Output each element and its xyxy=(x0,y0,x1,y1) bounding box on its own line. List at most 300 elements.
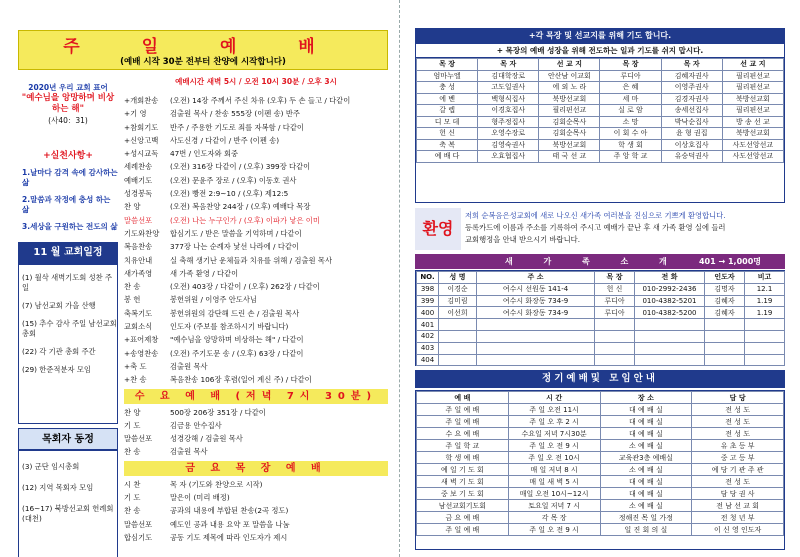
motto-quote: "예수님을 앙망하며 비상하는 해" xyxy=(21,93,115,114)
order-item-name: 합심기도 xyxy=(124,532,153,542)
table-cell: 402 xyxy=(417,330,439,342)
right-page xyxy=(407,18,800,549)
new-family-title: 새 가 족 소 개 xyxy=(505,257,681,266)
table-cell: 이 신 영 인도자 xyxy=(692,524,784,536)
meeting-row xyxy=(417,404,784,416)
meeting-row xyxy=(417,464,784,476)
table-header-cell: 성 명 xyxy=(439,272,477,284)
prayer-table xyxy=(416,58,784,163)
order-row xyxy=(124,200,388,213)
table-cell xyxy=(595,330,635,342)
table-cell: 이경순 xyxy=(439,283,477,295)
order-item-detail: 김금용 안수집사 xyxy=(170,420,222,430)
table-cell xyxy=(745,342,785,354)
pastor-news-item: (16~17) 북방선교회 헌례회(대천) xyxy=(22,504,114,523)
order-item-detail: (오전) 14장 주께서 주신 차유 (오후) 두 손 들고 / 다같이 xyxy=(170,96,351,105)
pastor-news-list xyxy=(18,450,118,557)
table-cell: 주 일 예 배 xyxy=(417,524,509,536)
order-item-detail: (오전) 빵전 2:9~10 / (오후) 제12:5 xyxy=(170,189,289,199)
table-cell: 주 일 예 배 xyxy=(417,416,509,428)
motto-year: 2020년 우리 교회 표어 xyxy=(28,83,108,92)
table-cell: 대 예 배 실 xyxy=(600,404,692,416)
order-row xyxy=(124,504,388,517)
table-cell xyxy=(745,319,785,331)
order-row xyxy=(124,121,388,134)
table-cell: 필리핀선교 xyxy=(722,105,783,117)
schedule-item: (1) 월삭 새벽기도회 성찬 주일 xyxy=(22,273,113,292)
table-cell: 엄마누엘 xyxy=(417,70,478,82)
table-cell xyxy=(635,319,705,331)
schedule-item: (15) 추수 감사 주일 남선교회 총회 xyxy=(22,319,117,338)
order-item-detail: 공동 기도 제목에 따라 인도자가 제시 xyxy=(170,532,288,542)
table-cell: 1.19 xyxy=(745,307,785,319)
table-cell: 전 성 도 xyxy=(692,428,784,440)
table-cell: 윤 형 권집 xyxy=(661,128,722,140)
order-row xyxy=(124,187,388,200)
order-item-detail: (오전) 403장 / 다같이 / (오후) 262장 / 다같이 xyxy=(170,282,320,292)
order-item-detail: (오전) 나는 누구인가 / (오후) 이파가 낳은 이미 xyxy=(170,215,320,225)
order-row xyxy=(124,107,388,120)
table-cell: 오효협집사 xyxy=(478,151,539,163)
table-cell: 대 예 배 실 xyxy=(600,488,692,500)
table-cell: 전 성 도 xyxy=(692,404,784,416)
table-cell: 학 생 회 xyxy=(600,139,661,151)
welcome-line: 교회행정을 안내 받으시기 바랍니다. xyxy=(465,235,581,244)
order-item-name: +참회기도 xyxy=(124,122,159,132)
table-cell: 이경호집사 xyxy=(478,105,539,117)
table-cell: 실 로 암 xyxy=(600,105,661,117)
prayer-row xyxy=(417,151,784,163)
order-row xyxy=(124,432,388,445)
order-item-name: 찬 송 xyxy=(124,506,141,516)
table-cell: 주 앙 학 교 xyxy=(600,151,661,163)
meeting-row xyxy=(417,440,784,452)
table-cell: 북방선교회 xyxy=(539,93,600,105)
welcome-box xyxy=(415,208,785,250)
practice-item: 2.말씀과 작정에 충성 하는 삶 xyxy=(22,195,111,214)
new-family-box xyxy=(415,270,785,366)
table-header-cell: 목 장 xyxy=(600,59,661,71)
table-cell: 이영주권사 xyxy=(661,82,722,94)
table-cell: 404 xyxy=(417,354,439,366)
table-cell: 대 예 배 실 xyxy=(600,476,692,488)
order-item-detail: 봉헌위원의 감단해 드린 손 / 검출원 목사 xyxy=(170,308,300,318)
service-times: 예배시간 새벽 5시 / 오전 10시 30분 / 오후 3시 xyxy=(175,77,337,86)
table-cell: 루디아 xyxy=(600,70,661,82)
left-sidebar xyxy=(18,76,118,523)
meeting-row xyxy=(417,416,784,428)
meeting-row xyxy=(417,476,784,488)
table-cell: 필리핀선교 xyxy=(722,70,783,82)
table-cell: 김회순목사 xyxy=(539,116,600,128)
schedule-item: (29) 한준적분자 모임 xyxy=(22,365,91,374)
table-cell: 전 남 선 교 회 xyxy=(692,500,784,512)
order-item-detail: 복음찬송 106장 후렴(일어 계신 주) / 다같이 xyxy=(170,375,312,385)
table-cell: 이 회 수 아 xyxy=(600,128,661,140)
practice-item: 3.세상을 구원하는 전도의 삶 xyxy=(22,222,118,231)
table-cell: 백형식집사 xyxy=(478,93,539,105)
table-cell: 이선희 xyxy=(439,307,477,319)
table-cell: 충 성 xyxy=(417,82,478,94)
table-cell: 여수시 화장동 734-9 xyxy=(477,307,595,319)
table-cell: 김미림 xyxy=(439,295,477,307)
table-header-cell: 목 장 xyxy=(595,272,635,284)
table-cell: 401 xyxy=(417,319,439,331)
table-cell: 399 xyxy=(417,295,439,307)
table-header-cell: 예 배 xyxy=(417,392,509,404)
table-cell: 12.1 xyxy=(745,283,785,295)
order-row xyxy=(124,147,388,160)
prayer-box xyxy=(415,43,785,203)
table-cell: 김명자 xyxy=(705,283,745,295)
table-header-cell: NO. xyxy=(417,272,439,284)
table-cell: 김혜자 xyxy=(705,307,745,319)
table-cell: 소 예 배 실 xyxy=(600,464,692,476)
table-cell: 수요일 저녁 7시30분 xyxy=(508,428,600,440)
prayer-row xyxy=(417,70,784,82)
table-header-cell: 목 장 xyxy=(417,59,478,71)
order-item-detail: "예수님을 앙망하며 비상하는 해" / 다같이 xyxy=(170,335,304,345)
table-cell xyxy=(595,342,635,354)
order-row xyxy=(124,531,388,544)
table-cell: 주 일 오전 11시 xyxy=(508,404,600,416)
new-family-row xyxy=(417,283,785,295)
order-item-name: 말씀선포 xyxy=(124,434,153,444)
order-row xyxy=(124,267,388,280)
table-cell: 1.19 xyxy=(745,295,785,307)
order-item-detail: (오전) 문윤주 장로 / (오후) 이동호 권사 xyxy=(170,175,297,185)
order-item-detail: 목 자 (기도와 찬양으로 시작) xyxy=(170,479,263,489)
table-cell xyxy=(745,354,785,366)
prayer-row xyxy=(417,93,784,105)
worship-order xyxy=(124,76,388,544)
table-cell: 북방선교회 xyxy=(722,128,783,140)
table-cell xyxy=(595,354,635,366)
table-cell: 정해진 목 일 가정 xyxy=(600,512,692,524)
order-item-detail: 실 축해 생기난 운체들과 치유를 위해 / 검출원 목사 xyxy=(170,255,332,265)
table-cell: 사도선앙선교 xyxy=(722,139,783,151)
table-header-cell: 목 자 xyxy=(661,59,722,71)
motto-ref: (사40：31) xyxy=(48,116,88,125)
table-cell: 각 목 장 xyxy=(508,512,600,524)
new-family-row xyxy=(417,354,785,366)
table-cell: 송세선집사 xyxy=(661,105,722,117)
table-cell: 은 혜 xyxy=(600,82,661,94)
table-cell: 이상호집사 xyxy=(661,139,722,151)
order-item-name: 교회소식 xyxy=(124,322,153,332)
table-header-cell: 장 소 xyxy=(600,392,692,404)
order-row xyxy=(124,333,388,346)
order-item-name: 성경봉독 xyxy=(124,189,153,199)
table-cell xyxy=(477,354,595,366)
order-item-detail: (오전) 316장 다같이 / (오후) 399장 다같이 xyxy=(170,162,311,172)
table-cell: 403 xyxy=(417,342,439,354)
table-cell: 여수시 선원동 141-4 xyxy=(477,283,595,295)
table-cell xyxy=(635,330,705,342)
table-cell: 전 청 년 부 xyxy=(692,512,784,524)
table-cell: 축 복 xyxy=(417,139,478,151)
order-item-detail: 성경강해 / 검출원 목사 xyxy=(170,434,243,444)
table-cell: 교육관3층 예배실 xyxy=(600,452,692,464)
table-cell: 대 예 배 실 xyxy=(600,416,692,428)
table-cell: 주 일 오 후 2 시 xyxy=(508,416,600,428)
order-row xyxy=(124,227,388,240)
order-row xyxy=(124,134,388,147)
table-header-cell: 주 소 xyxy=(477,272,595,284)
practice-list xyxy=(18,148,118,232)
schedule-item: (22) 각 기관 총회 주간 xyxy=(22,347,96,356)
order-item-detail: (오전) 주기도문 송 / (오후) 63장 / 다같이 xyxy=(170,348,304,358)
order-row xyxy=(124,445,388,458)
table-cell: 토요일 저녁 7 시 xyxy=(508,500,600,512)
order-item-name: 복음찬송 xyxy=(124,242,153,252)
new-family-title-bar xyxy=(415,254,785,269)
new-family-row xyxy=(417,319,785,331)
order-row xyxy=(124,478,388,491)
table-header-cell: 시 간 xyxy=(508,392,600,404)
table-cell xyxy=(477,330,595,342)
order-row xyxy=(124,307,388,320)
meeting-row xyxy=(417,428,784,440)
page-subtitle: (예배 시작 30분 전부터 찬양에 시작합니다) xyxy=(120,57,286,67)
church-motto xyxy=(18,82,118,126)
table-cell: 매 일 저녁 8 시 xyxy=(508,464,600,476)
order-row xyxy=(124,406,388,419)
new-family-row xyxy=(417,330,785,342)
table-cell xyxy=(439,330,477,342)
table-cell: 소 망 xyxy=(600,116,661,128)
table-cell xyxy=(635,342,705,354)
order-item-detail: 봉헌위원 / 이영주 안도사님 xyxy=(170,295,257,305)
order-item-detail: 새 가족 환영 / 다같이 xyxy=(170,268,239,278)
welcome-badge: 환영 xyxy=(415,208,461,250)
table-cell: 에 벤 xyxy=(417,93,478,105)
meeting-row xyxy=(417,452,784,464)
order-item-detail: 인도자 (주보를 참조하시기 바랍니다) xyxy=(170,322,289,332)
table-cell: 김대학장로 xyxy=(478,70,539,82)
table-cell: 주 일 오 전 9 시 xyxy=(508,440,600,452)
order-item-name: +성시교독 xyxy=(124,149,159,159)
meetings-box xyxy=(415,390,785,550)
table-cell xyxy=(477,342,595,354)
table-cell: 유승덕권사 xyxy=(661,151,722,163)
wednesday-service-bar: 수 요 예 배 (저녁 7시 30분) xyxy=(124,389,388,404)
order-item-detail: 377장 나는 순례자 낯선 나라에 / 다같이 xyxy=(170,242,299,252)
order-item-name: 봉 헌 xyxy=(124,295,141,305)
order-item-name: +신앙고백 xyxy=(124,135,159,145)
table-cell: 필리핀선교 xyxy=(722,82,783,94)
order-item-detail: 예도인 공과 내용 요약 포 말씀을 나눔 xyxy=(170,519,290,529)
prayer-row xyxy=(417,139,784,151)
table-cell: 매일 오전 10시~12시 xyxy=(508,488,600,500)
meetings-title: 정기예배및 모임안내 xyxy=(415,370,785,388)
order-item-detail: 합심기도 / 받은 말씀을 기억하며 / 다같이 xyxy=(170,228,302,238)
table-cell: 예 일 기 도 회 xyxy=(417,464,509,476)
table-cell: 디 모 데 xyxy=(417,116,478,128)
order-item-name: 새가족영 xyxy=(124,268,153,278)
table-cell: 갈 렙 xyxy=(417,105,478,117)
order-item-name: 찬 송 xyxy=(124,447,141,457)
order-row xyxy=(124,373,388,386)
practice-title: +실천사항+ xyxy=(43,151,93,161)
table-cell: 예 당 기 관 주 관 xyxy=(692,464,784,476)
page-title: 주 일 예 배 xyxy=(63,37,343,57)
order-item-detail: 말은이 (미리 배정) xyxy=(170,493,230,503)
order-row xyxy=(124,214,388,227)
meetings-table xyxy=(416,391,784,536)
table-cell: 김회순목사 xyxy=(539,128,600,140)
new-family-table xyxy=(416,271,785,366)
order-row xyxy=(124,347,388,360)
table-header-cell: 비고 xyxy=(745,272,785,284)
table-cell xyxy=(705,319,745,331)
table-cell: 북방선교회 xyxy=(539,139,600,151)
order-item-detail: 반주 / 주용한 기도로 죄를 자복함 / 다같이 xyxy=(170,122,304,132)
table-cell: 안산남 이교회 xyxy=(539,70,600,82)
welcome-line: 등록카드에 이름과 주소를 기록하여 주시고 예배가 끝난 후 새 가족 환영 실에 들러 xyxy=(465,223,726,232)
new-family-row xyxy=(417,295,785,307)
table-cell: 398 xyxy=(417,283,439,295)
table-cell: 새 벽 기 도 회 xyxy=(417,476,509,488)
order-row xyxy=(124,160,388,173)
order-row xyxy=(124,491,388,504)
order-row xyxy=(124,240,388,253)
table-cell: 헌 신 xyxy=(595,283,635,295)
left-page xyxy=(0,18,393,549)
table-cell: 남선교회기도회 xyxy=(417,500,509,512)
table-cell: 주 일 오 전 10시 xyxy=(508,452,600,464)
table-cell: 필리핀선교 xyxy=(539,105,600,117)
table-cell: 헌 신 xyxy=(417,128,478,140)
table-cell xyxy=(595,319,635,331)
sunday-order-list xyxy=(124,94,388,387)
order-item-name: +개회찬송 xyxy=(124,96,159,105)
table-cell: 김경자권사 xyxy=(661,93,722,105)
table-cell: 에 외 노 라 xyxy=(539,82,600,94)
table-cell: 예 배 다 xyxy=(417,151,478,163)
table-cell: 주 일 학 교 xyxy=(417,440,509,452)
order-row xyxy=(124,94,388,107)
order-row xyxy=(124,254,388,267)
table-cell: 김혜자 xyxy=(705,295,745,307)
new-family-row xyxy=(417,307,785,319)
meeting-row xyxy=(417,524,784,536)
prayer-row xyxy=(417,116,784,128)
new-family-row xyxy=(417,342,785,354)
table-cell: 세 마 xyxy=(600,93,661,105)
table-cell: 형주정집사 xyxy=(478,116,539,128)
prayer-row xyxy=(417,128,784,140)
order-item-name: +축 도 xyxy=(124,361,147,371)
table-header-cell: 선 교 지 xyxy=(539,59,600,71)
table-cell xyxy=(439,354,477,366)
table-cell xyxy=(745,330,785,342)
order-row xyxy=(124,293,388,306)
wednesday-order-list xyxy=(124,406,388,459)
order-item-name: 기 도 xyxy=(124,493,141,503)
order-item-name: 찬 양 xyxy=(124,202,141,212)
order-item-detail: 47번 / 인도자와 회중 xyxy=(170,149,239,159)
order-item-name: 축복기도 xyxy=(124,308,153,318)
table-cell xyxy=(439,319,477,331)
table-cell: 오영수장로 xyxy=(478,128,539,140)
table-header-cell: 인도자 xyxy=(705,272,745,284)
order-item-detail: 검출원 목사 xyxy=(170,447,208,457)
prayer-row xyxy=(417,105,784,117)
table-cell: 박낙순집사 xyxy=(661,116,722,128)
welcome-text xyxy=(465,210,783,246)
page-divider xyxy=(399,0,400,557)
order-item-detail: (오전) 복음찬양 244장 / (오후) 예배다 목장 xyxy=(170,202,311,212)
prayer-subtitle: + 목장의 예배 성장을 위해 전도하는 일과 기도를 쉬지 맙시다. xyxy=(416,44,784,58)
table-cell: 010-4382-5200 xyxy=(635,307,705,319)
table-cell: 학 생 예 배 xyxy=(417,452,509,464)
table-cell: 담 당 권 사 xyxy=(692,488,784,500)
practice-item: 1.날마다 감격 속에 감사하는 삶 xyxy=(22,168,118,187)
order-item-detail: 검출원 목사 / 찬송 555장 (이펜 송) 반주 xyxy=(170,109,300,119)
table-cell: 수 요 예 배 xyxy=(417,428,509,440)
order-item-detail: 500장 206장 351장 / 다같이 xyxy=(170,407,266,417)
table-cell: 주 일 예 배 xyxy=(417,404,509,416)
order-item-detail: 사도신경 / 다같이 / 반주 (이펜 송) xyxy=(170,135,280,145)
schedule-item: (7) 남선교회 가을 산행 xyxy=(22,301,96,310)
order-item-name: 기 도 xyxy=(124,420,141,430)
table-cell: 전 성 도 xyxy=(692,416,784,428)
table-cell: 루디아 xyxy=(595,295,635,307)
pastor-news-item: (3) 군단 임시총회 xyxy=(22,462,80,471)
order-item-name: 예배기도 xyxy=(124,175,153,185)
order-row xyxy=(124,419,388,432)
table-header-cell: 전 화 xyxy=(635,272,705,284)
schedule-list xyxy=(18,264,118,424)
pastor-news-item: (12) 지역 목회자 모임 xyxy=(22,483,94,492)
table-cell: 유 초 등 부 xyxy=(692,440,784,452)
table-cell: 010-4382-5201 xyxy=(635,295,705,307)
order-item-name: 시 찬 xyxy=(124,479,141,489)
table-cell: 소 예 배 실 xyxy=(600,500,692,512)
table-header-cell: 담 당 xyxy=(692,392,784,404)
order-item-name: +송영찬송 xyxy=(124,348,159,358)
prayer-title: +각 목장 및 선교지를 위해 기도 합니다. xyxy=(415,28,785,43)
table-cell: 김영숙권사 xyxy=(478,139,539,151)
table-cell xyxy=(705,330,745,342)
table-cell xyxy=(705,342,745,354)
table-cell: 북방선교회 xyxy=(722,93,783,105)
table-cell: 매 일 새 벽 5 시 xyxy=(508,476,600,488)
order-item-name: +표어제창 xyxy=(124,335,159,345)
order-item-name: 말씀선포 xyxy=(124,215,153,225)
pastor-news-title: 목회자 동정 xyxy=(18,428,118,450)
order-item-detail: 검출원 목사 xyxy=(170,361,208,371)
table-cell: 여수시 화장동 734-9 xyxy=(477,295,595,307)
table-cell: 010-2992-2436 xyxy=(635,283,705,295)
meeting-row xyxy=(417,500,784,512)
table-cell xyxy=(635,354,705,366)
order-item-detail: 공과의 내용에 부합된 찬송(2곡 정도) xyxy=(170,506,289,516)
table-cell: 주 일 오 전 9 시 xyxy=(508,524,600,536)
meeting-row xyxy=(417,512,784,524)
table-cell: 방 송 선 교 xyxy=(722,116,783,128)
order-row xyxy=(124,280,388,293)
table-cell: 사도선앙선교 xyxy=(722,151,783,163)
order-item-name: 말씀선포 xyxy=(124,519,153,529)
service-title-banner xyxy=(18,30,388,70)
order-item-name: 찬 양 xyxy=(124,407,141,417)
table-cell: 400 xyxy=(417,307,439,319)
order-item-name: 찬 송 xyxy=(124,282,141,292)
table-cell: 중 고 등 부 xyxy=(692,452,784,464)
friday-order-list xyxy=(124,478,388,544)
